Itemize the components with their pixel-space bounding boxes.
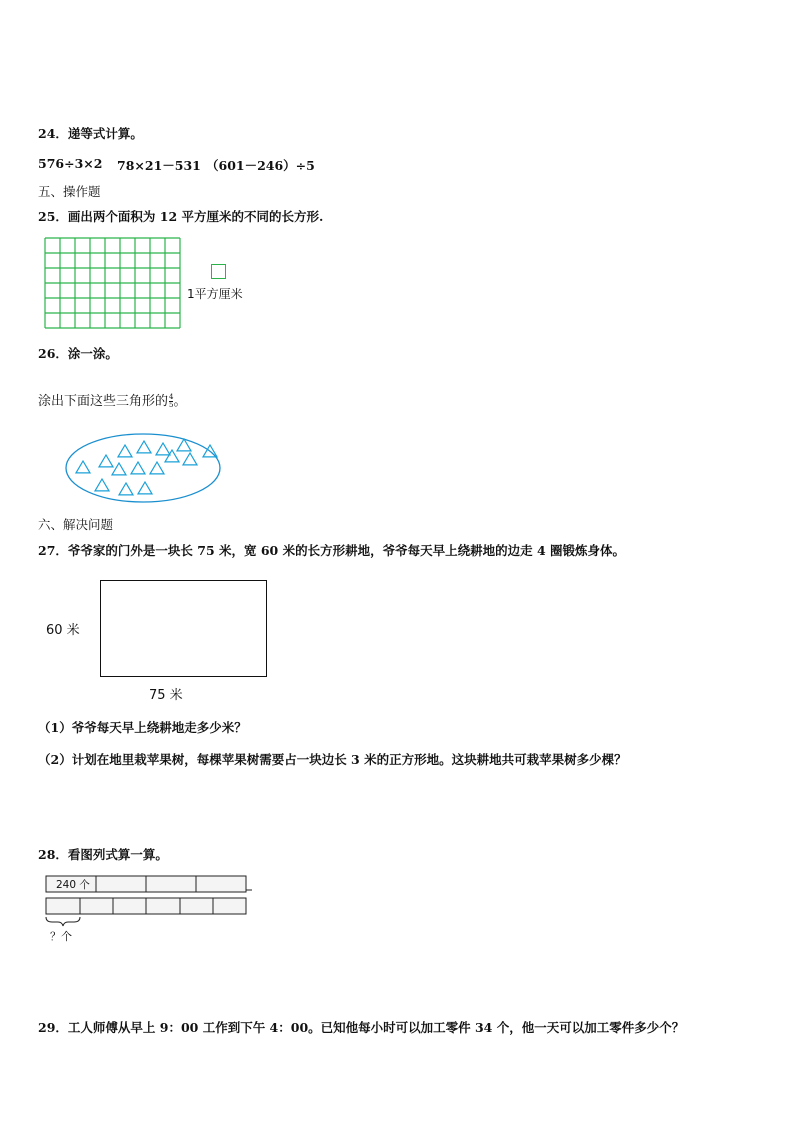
square-grid xyxy=(44,237,184,332)
triangle xyxy=(137,441,151,453)
field-length-label: 75 米 xyxy=(149,688,183,703)
brace xyxy=(46,917,80,926)
q26-instruction-text: 涂出下面这些三角形的 xyxy=(38,394,169,409)
triangle xyxy=(165,450,179,462)
triangle-ellipse xyxy=(64,432,224,507)
q26-end-mark: 。 xyxy=(173,394,187,409)
q24-expr-3: （601－246）÷5 xyxy=(206,158,315,173)
q28-title: 28．看图列式算一算。 xyxy=(38,847,168,862)
triangle xyxy=(118,445,132,457)
q24-expr-1: 576÷3×2 xyxy=(38,156,103,171)
q27-sub2: （2）计划在地里栽苹果树，每棵苹果树需要占一块边长 3 米的正方形地。这块耕地共可栽苹果树多少棵？ xyxy=(38,752,627,767)
section-5-heading: 五、操作题 xyxy=(38,184,101,199)
fraction-denominator: 5 xyxy=(169,401,174,409)
top-bar-label: 240 个 xyxy=(56,879,90,891)
triangle xyxy=(183,453,197,465)
field-width-label: 60 米 xyxy=(46,623,80,638)
q26-instruction xyxy=(38,390,187,409)
q25-title: 25．画出两个面积为 12 平方厘米的不同的长方形. xyxy=(38,209,324,224)
fraction-numerator: 4 xyxy=(169,393,174,401)
ellipse-outline xyxy=(66,434,220,502)
q24-expr-2: 78×21－531 xyxy=(117,158,201,173)
triangle xyxy=(150,462,164,474)
triangle xyxy=(95,479,109,491)
q24-title: 24．递等式计算。 xyxy=(38,126,143,141)
section-6-heading: 六、解决问题 xyxy=(38,517,114,532)
q29-title: 29．工人师傅从早上 9：00 工作到下午 4：00。已知他每小时可以加工零件 34 个，他一天可以加工零件多少个？ xyxy=(38,1020,685,1035)
unit-square-label: 1平方厘米 xyxy=(187,287,243,301)
triangle xyxy=(112,463,126,475)
q26-title: 26．涂一涂。 xyxy=(38,346,118,361)
triangle xyxy=(138,482,152,494)
triangle xyxy=(156,443,170,455)
triangle xyxy=(131,462,145,474)
triangle xyxy=(119,483,133,495)
unit-square xyxy=(211,264,226,279)
bottom-bar-label: ？个 xyxy=(50,930,72,943)
q27-title: 27．爷爷家的门外是一块长 75 米，宽 60 米的长方形耕地，爷爷每天早上绕耕地的边走 4 圈锻炼身体。 xyxy=(38,543,625,558)
triangle xyxy=(99,455,113,467)
field-rectangle xyxy=(100,580,267,677)
triangle xyxy=(76,461,90,473)
q27-sub1: （1）爷爷每天早上绕耕地走多少米？ xyxy=(38,720,247,735)
